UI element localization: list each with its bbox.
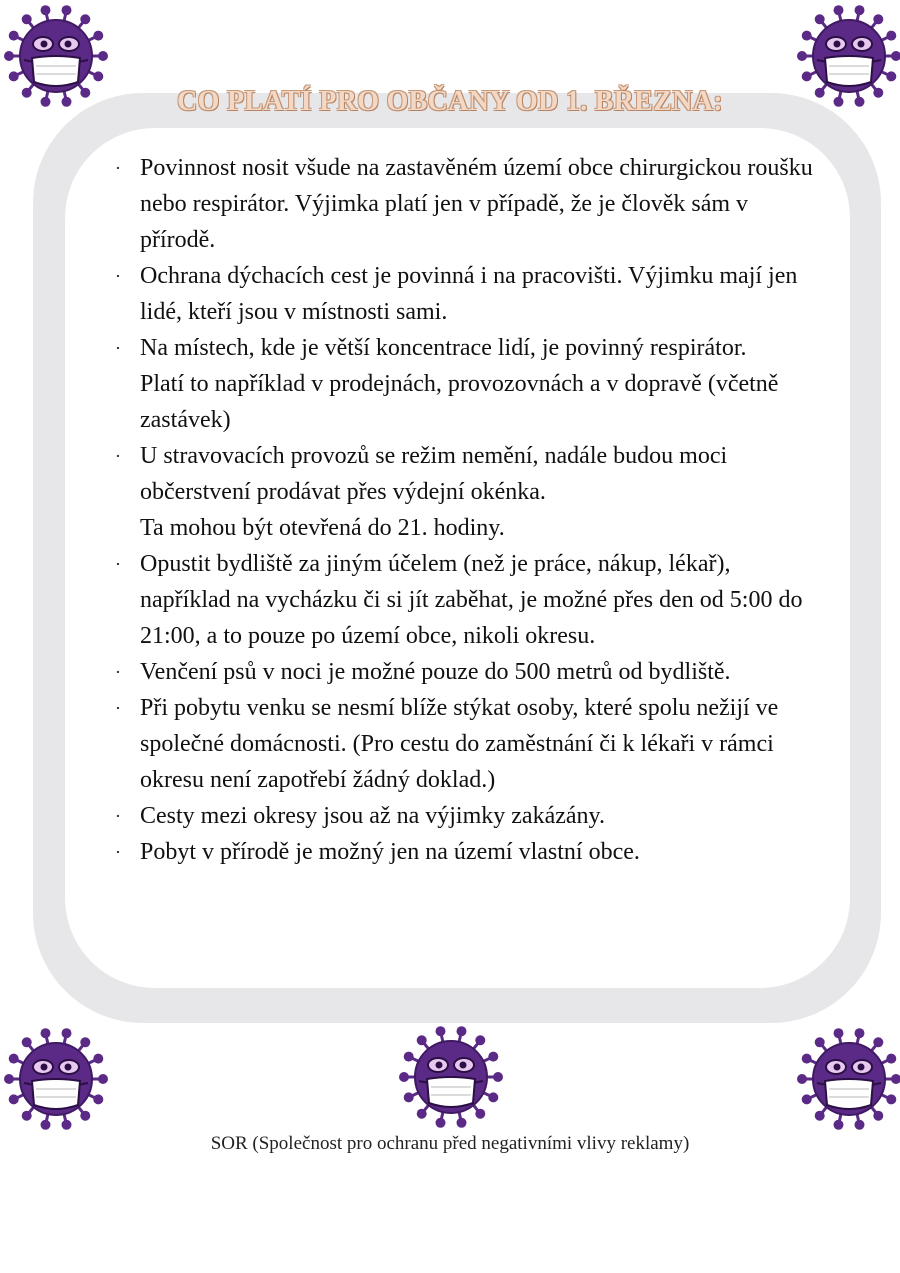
rule-text: Ta mohou být otevřená do 21. hodiny. [140,515,505,541]
bullet-icon: · [115,554,121,574]
rules-list [115,150,815,870]
rule-item [115,150,815,258]
bullet-icon: · [115,446,121,466]
rule-item [115,258,815,330]
footer-text: SOR (Společnost pro ochranu před negativními vlivy reklamy) [210,1133,690,1154]
rule-item [115,654,815,690]
rule-text: Venčení psů v noci je možné pouze do 500 metrů od bydliště. [140,659,731,685]
bullet-icon: · [115,338,121,358]
rule-item [115,690,815,798]
page-title: CO PLATÍ PRO OBČANY OD 1. BŘEZNA: [177,86,723,117]
rule-text: Na místech, kde je větší koncentrace lidí, je povinný respirátor. [140,335,747,361]
virus-icon-top-right [795,2,900,110]
rule-item [115,330,815,438]
rule-item [115,834,815,870]
virus-icon-top-left [2,2,110,110]
rule-text: Opustit bydliště za jiným účelem (než je práce, nákup, lékař), například na vycházku či si jít zaběhat, je možné přes den od 5:00 do 21:00, a to pouze po území obce, nikoli okresu. [140,551,803,649]
bullet-icon: · [115,698,121,718]
bullet-icon: · [115,806,121,826]
virus-icon-bottom-center [397,1023,505,1131]
bullet-icon: · [115,662,121,682]
virus-icon-bottom-right [795,1025,900,1133]
rule-text: Cesty mezi okresy jsou až na výjimky zakázány. [140,803,605,829]
bullet-icon: · [115,842,121,862]
rule-text: Povinnost nosit všude na zastavěném území obce chirurgickou roušku nebo respirátor. Výjimka platí jen v případě, že je člověk sám v přírodě. [140,155,813,253]
bullet-icon: · [115,158,121,178]
rule-text: Pobyt v přírodě je možný jen na území vlastní obce. [140,839,640,865]
rule-item [115,798,815,834]
rule-item [115,438,815,546]
rule-text: Platí to například v prodejnách, provozovnách a v dopravě (včetně zastávek) [140,371,779,433]
rule-text: Ochrana dýchacích cest je povinná i na pracovišti. Výjimku mají jen lidé, kteří jsou v místnosti sami. [140,263,798,325]
rule-item [115,546,815,654]
bullet-icon: · [115,266,121,286]
rule-text: Při pobytu venku se nesmí blíže stýkat osoby, které spolu nežijí ve společné domácnosti. (Pro cestu do zaměstnání či k lékaři v rámci okresu není zapotřebí žádný doklad.) [140,695,779,793]
virus-icon-bottom-left [2,1025,110,1133]
rule-text: U stravovacích provozů se režim nemění, nadále budou moci občerstvení prodávat přes výdejní okénka. [140,443,728,505]
